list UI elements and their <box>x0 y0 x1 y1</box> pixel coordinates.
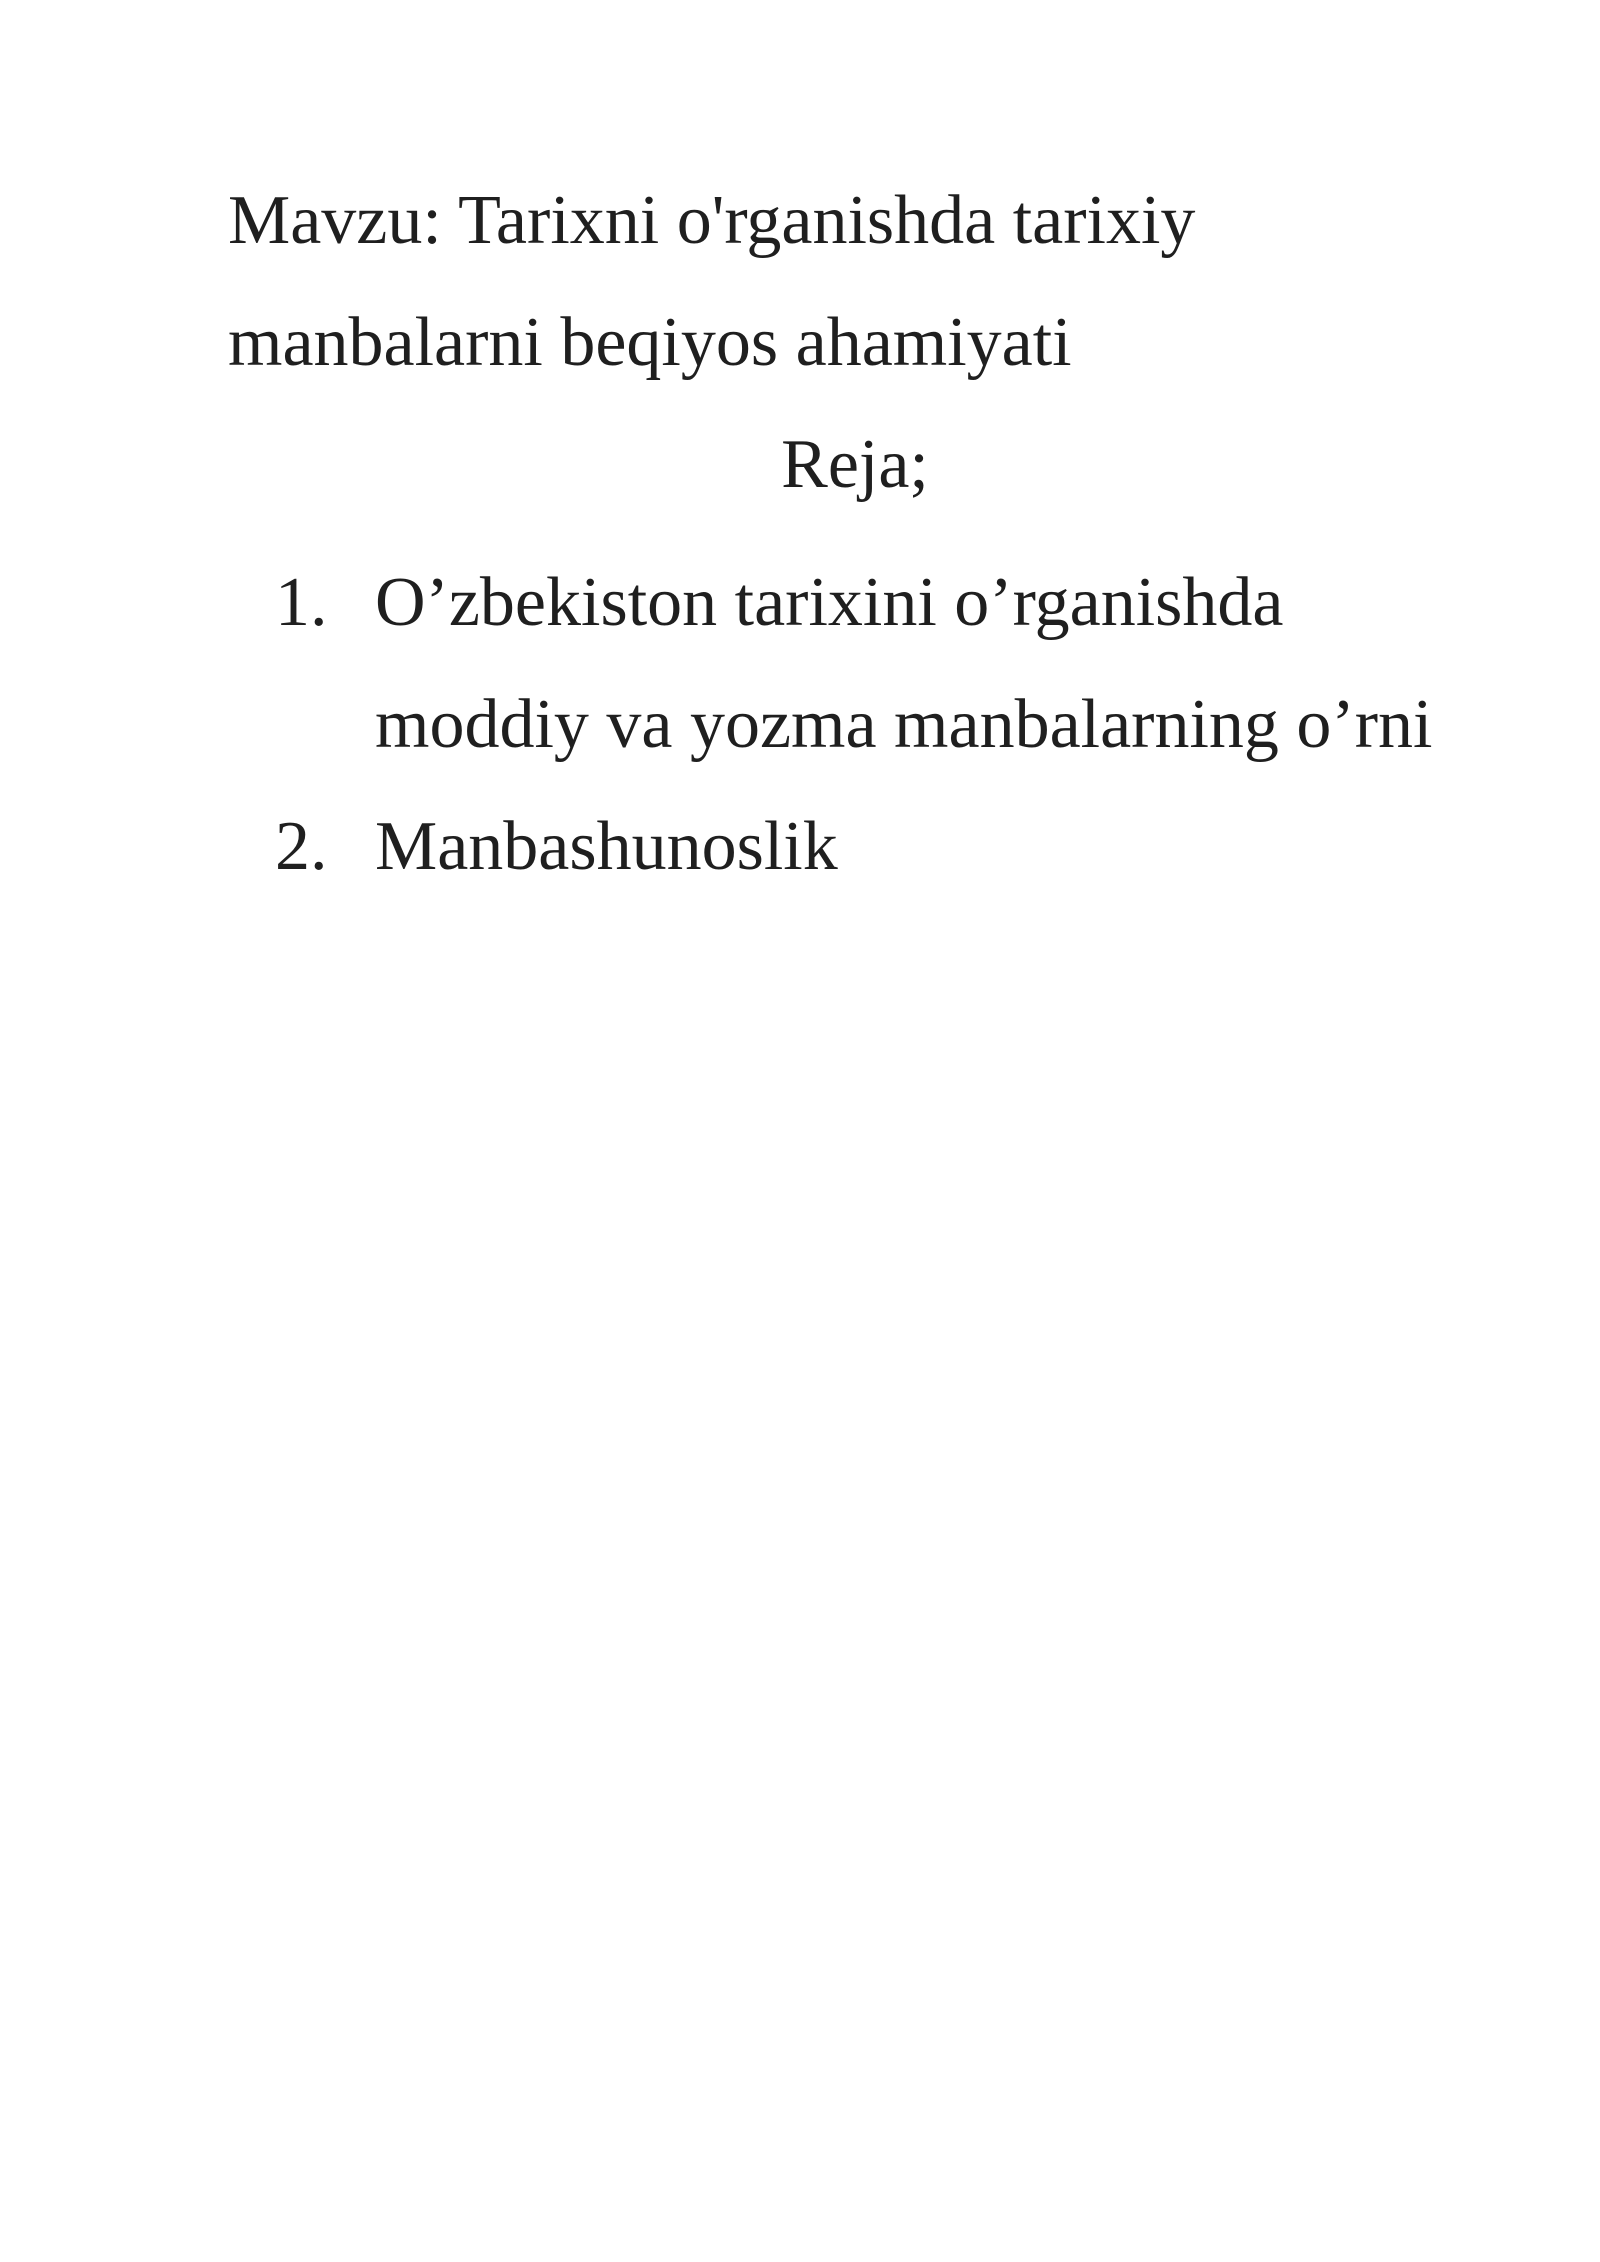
title-line-1: Mavzu: Tarixni o'rganishda tarixiy <box>228 182 1196 259</box>
plan-item-text <box>375 542 1433 786</box>
plan-list <box>275 542 1535 908</box>
plan-item-line: O’zbekiston tarixini o’rganishda <box>375 564 1284 641</box>
plan-item-number: 2. <box>275 808 328 885</box>
plan-item-1 <box>275 542 1535 786</box>
plan-item-line: moddiy va yozma manbalarning o’rni <box>375 686 1433 763</box>
plan-item-2 <box>275 786 1535 908</box>
plan-heading: Reja; <box>781 426 929 503</box>
plan-item-number: 1. <box>275 564 328 641</box>
document-title <box>228 160 1458 404</box>
title-line-2: manbalarni beqiyos ahamiyati <box>228 304 1072 381</box>
plan-item-line: Manbashunoslik <box>375 808 838 885</box>
plan-item-text <box>375 786 838 908</box>
